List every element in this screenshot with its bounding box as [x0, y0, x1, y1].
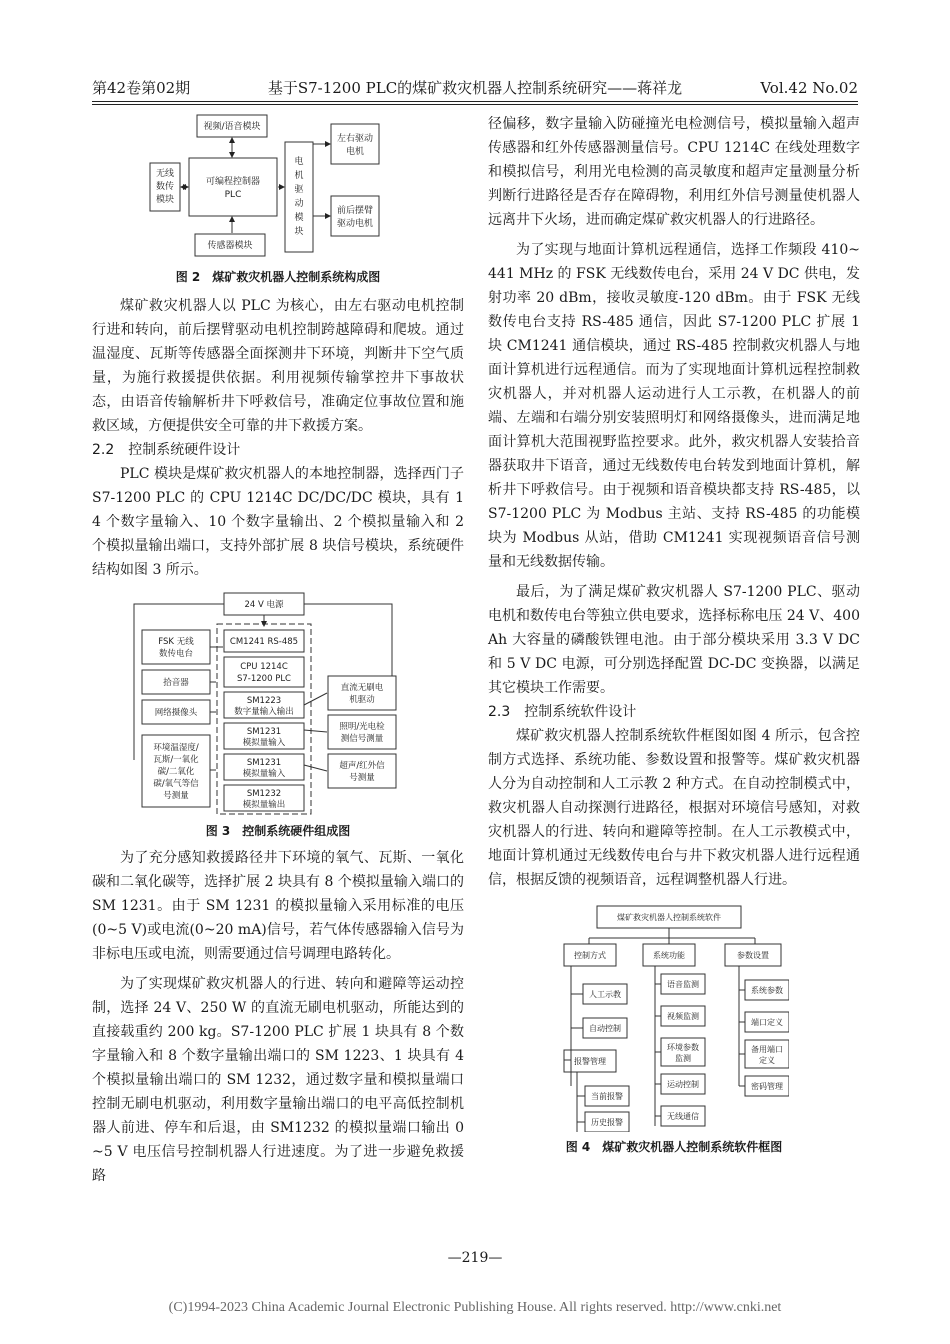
fig4-env-l2: 监测	[675, 1054, 691, 1063]
section-2-2-heading	[92, 438, 464, 462]
fig2-radio-l1: 无线	[155, 169, 175, 179]
figure-2-caption: 图 2 煤矿救灾机器人控制系统构成图	[175, 270, 381, 284]
header-title: 基于S7-1200 PLC的煤矿救灾机器人控制系统研究——蒋祥龙	[267, 79, 683, 97]
fig2-lr-motor-l2: 电机	[345, 147, 365, 157]
fig4-wireless: 无线通信	[667, 1112, 699, 1121]
fig2-drive-c3: 驱	[294, 185, 304, 195]
section-2-3-heading	[488, 700, 860, 724]
right-paragraph-1: 径偏移，数字量输入防碰撞光电检测信号，模拟量输入超声传感器和红外传感器测量信号。CPU 1214C 在线处理数字和模拟信号，利用光电检测的高灵敏度和超声定量测量分析判断行进路径是否存在障碍物，利用红外信号测量使机器人远离井下火场，进而确定煤矿救灾机器人的行进路径。	[488, 116, 860, 228]
fig3-right-2-l1: 超声/红外信	[339, 761, 385, 771]
fig3-left-0-l2: 数传电台	[158, 649, 194, 659]
fig4-param: 参数设置	[737, 951, 769, 960]
right-paragraph-2: 为了实现与地面计算机远程通信，选择工作频段 410~441 MHz 的 FSK 无线数传电台，采用 24 V DC 供电，发射功率 20 dBm，接收灵敏度-120 dBm。由于 FSK 无线数传电台支持 RS-485 通信，因此 S7-1200 PLC 扩展 1 块 CM1241 通信模块，通过 RS-485 控制救灾机器人与地面计算机进行远程通信。而为了实现地面计算机远程控制救灾机器人，并对机器人运动进行人工示教，在机器人的前端、左端和右端分别安装照明灯和网络摄像头，进而满足地面计算机大范围视野监控要求。此外，救灾机器人安装拾音器获取井下语音，通过无线数传电台转发到地面计算机，解析井下呼救信号。由于视频和语音模块都支持 RS-485，以 S7-1200 PLC 为 Modbus 主站、支持 RS-485 的功能模块为 Modbus 从站，借助 CM1241 实现视频语音信号测量和无线数据传输。	[488, 242, 860, 570]
left-paragraph-4: 为了实现煤矿救灾机器人的行进、转向和避障等运动控制，选择 24 V、250 W 的直流无刷电机驱动，所能达到的直接载重约 200 kg。S7-1200 PLC 扩展 1 块具有 8 个数字量输入和 8 个数字量输出端口的 SM 1223、1 块具有 4 个模拟量输出端口的 SM 1232，通过数字量和模拟量端口控制无刷电机驱动，利用数字量输出端口的电平高低控制机器人前进、停车和后退，由 SM1232 的模拟量端口输出 0~5 V 电压信号控制机器人行进速度。为了进一步避免救援路	[92, 976, 464, 1184]
fig2-radio-l2: 数传	[155, 182, 175, 192]
fig3-right-1-l1: 照明/光电检	[339, 722, 385, 732]
fig3-right-0-l2: 机驱动	[349, 695, 375, 705]
fig4-root: 煤矿救灾机器人控制系统软件	[617, 913, 721, 922]
fig3-center-4-l2: 模拟量输入	[242, 769, 286, 779]
left-paragraph-2: PLC 模块是煤矿救灾机器人的本地控制器，选择西门子 S7-1200 PLC 的 CPU 1214C DC/DC/DC 模块，具有 14 个数字量输入、10 个数字量输出、2 个模拟量输入和 2 个模拟量输出端口，支持外部扩展 8 块信号模块，系统硬件结构如图 3 所示。	[92, 466, 464, 578]
fig4-func: 系统功能	[653, 951, 685, 960]
fig4-history-alarm: 历史报警	[591, 1118, 623, 1127]
figure-4	[559, 904, 789, 1156]
fig3-center-1-l2: S7-1200 PLC	[236, 674, 292, 684]
fig2-plc-l2: PLC	[224, 190, 242, 200]
left-paragraph-1: 煤矿救灾机器人以 PLC 为核心，由左右驱动电机控制行进和转向，前后摆臂驱动电机控制跨越障碍和爬坡。通过温湿度、瓦斯等传感器全面探测井下环境，判断井下空气质量，为施行救援提供依据。利用视频传输掌控井下事故状态，由语音传输解析井下呼救信号，准确定位事故位置和施救区域，方便提供安全可靠的井下救援方案。	[92, 298, 464, 434]
fig2-drive-c6: 块	[294, 227, 304, 237]
fig2-lr-motor-l1: 左右驱动	[336, 134, 374, 144]
figure-3-diagram	[132, 590, 424, 816]
right-paragraph-4: 煤矿救灾机器人控制系统软件框图如图 4 所示，包含控制方式选择、系统功能、参数设置和报警等。煤矿救灾机器人分为自动控制和人工示教 2 种方式。在自动控制模式中，救灾机器人自动探测行进路径，根据对环境信号感知，对救灾机器人的行进、转向和避障等控制。在人工示教模式中，地面计算机通过无线数传电台与井下救灾机器人进行远程通信，根据反馈的视频语音，远程调整机器人行进。	[488, 728, 860, 888]
figure-4-diagram	[559, 904, 789, 1132]
fig2-plc-l1: 可编程控制器	[205, 177, 261, 187]
figure-2	[147, 112, 409, 286]
fig4-voice: 语音监测	[667, 980, 699, 989]
fig4-sys-param: 系统参数	[751, 986, 783, 995]
header-rule-2	[92, 104, 858, 105]
fig3-left-3-l2: 瓦斯/一氧化	[153, 755, 199, 765]
fig3-center-0: CM1241 RS-485	[229, 637, 299, 647]
fig2-sensor-box: 传感器模块	[207, 241, 253, 251]
figure-3	[132, 590, 424, 840]
fig3-center-1-l1: CPU 1214C	[240, 662, 288, 672]
fig3-center-5-l2: 模拟量输出	[242, 800, 286, 810]
fig3-left-2: 网络摄像头	[154, 708, 198, 718]
fig3-left-1: 拾音器	[163, 678, 189, 688]
fig4-alarm: 报警管理	[574, 1057, 606, 1066]
fig3-right-0-l1: 直流无刷电	[340, 683, 384, 693]
left-column	[92, 112, 464, 1188]
section-2-2-number: 2.2	[92, 442, 115, 458]
header-volume: 第42卷第02期	[92, 79, 191, 97]
fig2-arm-motor-l1: 前后摆臂	[336, 206, 374, 216]
fig3-power: 24 V 电源	[244, 600, 284, 610]
fig3-right-1-l2: 测信号测量	[340, 734, 384, 744]
fig4-env-l1: 环境参数	[667, 1043, 699, 1052]
fig3-right-2-l2: 号测量	[349, 773, 375, 783]
fig4-port-def: 端口定义	[751, 1018, 783, 1027]
left-paragraph-3: 为了充分感知救援路径井下环境的氧气、瓦斯、一氧化碳和二氧化碳等，选择扩展 2 块具有 8 个模拟量输入端口的 SM 1231。由于 SM 1231 的模拟量输入采用标准的电压(0~5 V)或电流(0~20 mA)信号，若气体传感器输入信号为非标电压或电流，则需要通过信号调理电路转化。	[92, 850, 464, 962]
fig2-drive-c5: 模	[294, 213, 304, 223]
fig3-left-3-l1: 环境温湿度/	[153, 743, 199, 753]
right-paragraph-3: 最后，为了满足煤矿救灾机器人 S7-1200 PLC、驱动电机和数传电台等独立供电要求，选择标称电压 24 V、400 Ah 大容量的磷酸铁锂电池。由于部分模块采用 3.3 V DC 和 5 V DC 电源，可分别选择配置 DC-DC 变换器，以满足其它模块工作需要。	[488, 584, 860, 696]
fig3-center-3-l2: 模拟量输入	[242, 738, 286, 748]
fig2-drive-c4: 动	[294, 199, 304, 209]
fig2-radio-l3: 模块	[155, 195, 175, 205]
fig4-control: 控制方式	[574, 951, 606, 960]
fig3-left-3-l3: 碳/二氧化	[157, 767, 195, 777]
section-2-2-title: 控制系统硬件设计	[128, 442, 241, 458]
fig3-center-2-l1: SM1223	[246, 696, 282, 706]
fig4-password: 密码管理	[751, 1082, 783, 1091]
fig3-center-5-l1: SM1232	[246, 789, 282, 799]
fig2-drive-c2: 机	[294, 171, 304, 181]
running-header	[92, 78, 858, 102]
copyright-footer: (C)1994-2023 China Academic Journal Electronic Publishing House. All rights reserved. http://www.cnki.net	[168, 1300, 782, 1315]
fig3-center-3-l1: SM1231	[246, 727, 282, 737]
fig2-drive-c1: 电	[294, 157, 304, 167]
figure-2-diagram	[147, 112, 409, 260]
fig3-left-3-l5: 号测量	[163, 791, 189, 801]
figure-3-caption: 图 3 控制系统硬件组成图	[205, 824, 351, 838]
section-2-3-number: 2.3	[488, 704, 511, 720]
fig4-video: 视频监测	[667, 1012, 699, 1021]
header-rule	[92, 101, 858, 102]
fig2-video-box: 视频/语音模块	[203, 122, 261, 132]
fig4-auto: 自动控制	[589, 1024, 621, 1033]
fig4-motion: 运动控制	[667, 1080, 699, 1089]
fig2-arm-motor-l2: 驱动电机	[336, 219, 374, 229]
fig4-current-alarm: 当前报警	[591, 1092, 623, 1101]
fig3-left-3-l4: 碳/氧气等信	[153, 779, 199, 789]
fig4-spare-port-l2: 定义	[759, 1056, 775, 1065]
fig3-center-4-l1: SM1231	[246, 758, 282, 768]
figure-4-caption: 图 4 煤矿救灾机器人控制系统软件框图	[565, 1140, 783, 1154]
fig3-center-2-l2: 数字量输入输出	[234, 707, 294, 717]
right-column	[488, 112, 860, 1156]
section-2-3-title: 控制系统软件设计	[524, 704, 637, 720]
fig3-left-0-l1: FSK 无线	[158, 637, 194, 647]
fig4-spare-port-l1: 备用端口	[751, 1045, 783, 1054]
page-number: —219—	[447, 1250, 503, 1266]
header-volume-en: Vol.42 No.02	[760, 79, 858, 97]
fig4-manual: 人工示教	[589, 990, 621, 999]
